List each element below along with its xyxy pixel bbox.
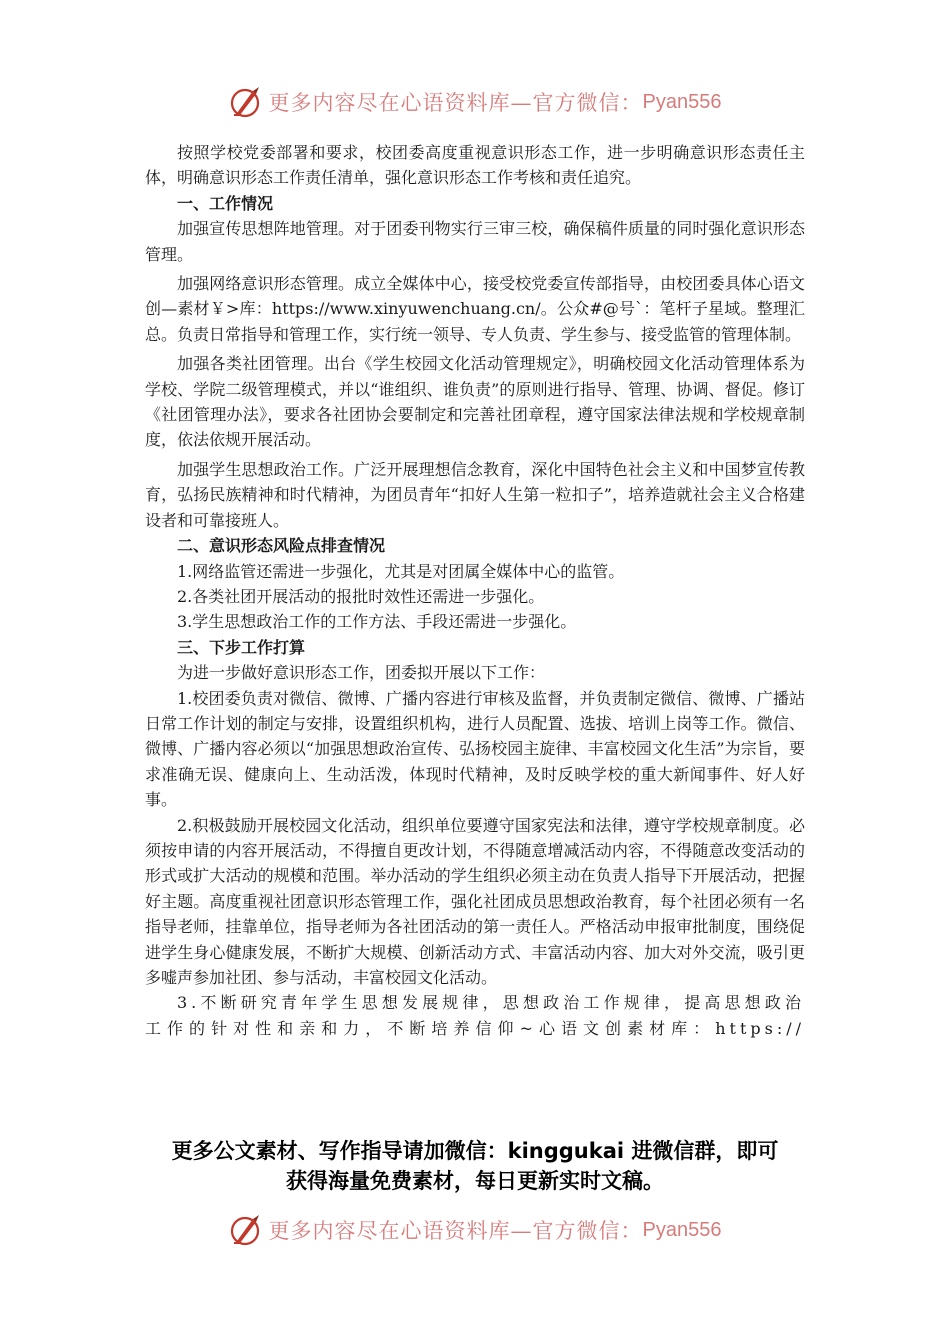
section-heading: 三、下步工作打算: [177, 637, 306, 657]
footer-banner: [0, 1210, 950, 1250]
promo-text: [110, 1136, 840, 1196]
quill-pen-logo-icon: [229, 1213, 263, 1247]
list-item: 2.各类社团开展活动的报批时效性还需进一步强化。: [177, 586, 545, 606]
body-paragraph: 加强宣传思想阵地管理。对于团委刊物实行三审三校，确保稿件质量的同时强化意识形态管理。: [145, 219, 805, 264]
section-heading: 一、工作情况: [177, 193, 274, 213]
footer-banner-handle: Pyan556: [642, 1218, 722, 1241]
document-body: [145, 140, 805, 1041]
header-banner-handle: Pyan556: [642, 90, 722, 113]
list-item: 1.校团委负责对微信、微博、广播内容进行审核及监督，并负责制定微信、微博、广播站日常工作计划的制定与安排，设置组织机构，进行人员配置、选拔、培训上岗等工作。微信、微博、广播内容必须以“加强思想政治宣传、弘扬校园主旋律、丰富校园文化生活”为宗旨，要求准确无误、健康向上、生动活泼，体现时代精神，及时反映学校的重大新闻事件、好人好事。: [145, 688, 805, 810]
header-banner: [0, 82, 950, 122]
footer-banner-text: 更多内容尽在心语资料库—官方微信：: [268, 1219, 643, 1243]
promo-line: 获得海量免费素材，每日更新实时文稿。: [286, 1169, 664, 1193]
quill-pen-logo-icon: [229, 85, 263, 119]
intro-paragraph: 按照学校党委部署和要求，校团委高度重视意识形态工作，进一步明确意识形态责任主体，明确意识形态工作责任清单，强化意识形态工作考核和责任追究。: [145, 143, 805, 188]
header-banner-text: 更多内容尽在心语资料库—官方微信：: [268, 91, 643, 115]
section-heading: 二、意识形态风险点排查情况: [177, 536, 386, 556]
body-paragraph: 加强各类社团管理。出台《学生校园文化活动管理规定》，明确校园文化活动管理体系为学校、学院二级管理模式，并以“谁组织、谁负责”的原则进行指导、管理、协调、督促。修订《社团管理办法》，要求各社团协会要制定和完善社团章程，遵守国家法律法规和学校规章制度，依法依规开展活动。: [145, 354, 805, 450]
list-item: 3.不断研究青年学生思想发展规律，思想政治工作规律，提高思想政治工作的针对性和亲和力，不断培养信仰~心语文创素材库：https://: [145, 993, 805, 1038]
list-item: 1.网络监管还需进一步强化，尤其是对团属全媒体中心的监管。: [177, 561, 625, 581]
body-paragraph: 为进一步做好意识形态工作，团委拟开展以下工作：: [177, 663, 546, 683]
body-paragraph: 加强网络意识形态管理。成立全媒体中心，接受校党委宣传部指导，由校团委具体心语文创—素材￥>库：https://www.xinyuwenchuang.cn/。公众#@号`：笔杆子星域。整理汇总。负责日常指导和管理工作，实行统一领导、专人负责、学生参与、接受监管的管理体制。: [145, 274, 805, 344]
list-item: 2.积极鼓励开展校园文化活动，组织单位要遵守国家宪法和法律，遵守学校规章制度。必须按申请的内容开展活动，不得擅自更改计划，不得随意增减活动内容，不得随意改变活动的形式或扩大活动的规模和范围。举办活动的学生组织必须主动在负责人指导下开展活动，把握好主题。高度重视社团意识形态管理工作，强化社团成员思想政治教育，每个社团必须有一名指导老师，挂靠单位，指导老师为各社团活动的第一责任人。严格活动申报审批制度，围绕促进学生身心健康发展，不断扩大规模、创新活动方式、丰富活动内容、加大对外交流，吸引更多嘘声参加社团、参与活动，丰富校园文化活动。: [145, 815, 805, 987]
body-paragraph: 加强学生思想政治工作。广泛开展理想信念教育，深化中国特色社会主义和中国梦宣传教育，弘扬民族精神和时代精神，为团员青年“扣好人生第一粒扣子”，培养造就社会主义合格建设者和可靠接班人。: [145, 459, 805, 530]
list-item: 3.学生思想政治工作的工作方法、手段还需进一步强化。: [177, 612, 577, 632]
promo-line: 更多公文素材、写作指导请加微信：kinggukai 进微信群，即可: [171, 1139, 779, 1163]
